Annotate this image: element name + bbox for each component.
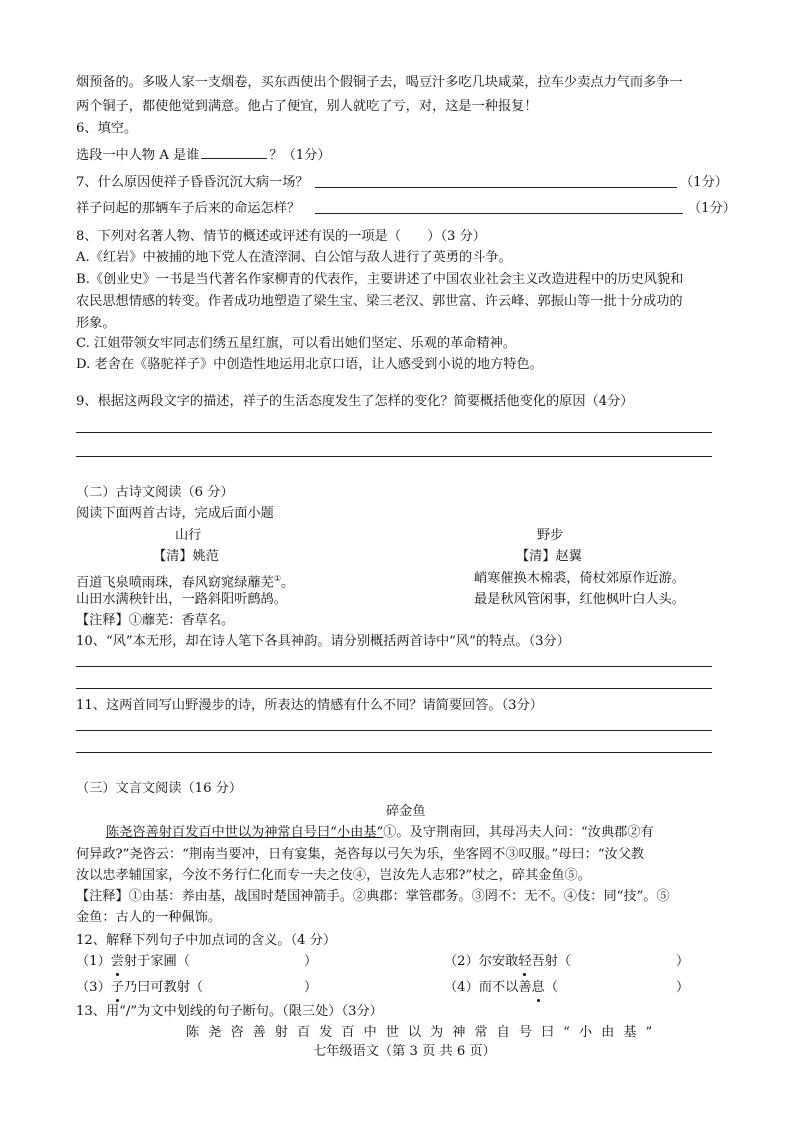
q12-item-2-close: ）	[676, 954, 690, 969]
poem1-line-2: 山田水满秧针出，一路斜阳听鹧鸪。	[76, 592, 287, 607]
q12-title: 12、解释下列句子中加点词的含义。（4 分）	[76, 933, 337, 948]
q9-title: 9、根据这两段文字的描述，祥子的生活态度发生了怎样的变化？简要概括他变化的原因（4分）	[76, 394, 634, 409]
q13-sentence: 陈尧咨善射百发百中世以为神常自号曰“小由基”	[186, 1025, 662, 1040]
q12-item-1	[76, 953, 190, 971]
q7-answer-line-1[interactable]	[315, 187, 677, 188]
poem1-title: 山行	[175, 528, 202, 543]
section3-heading: （三）文言文阅读（16 分）	[76, 781, 243, 796]
poem1-author: 【清】姚范	[153, 549, 219, 564]
q7-answer-line-2[interactable]	[315, 213, 683, 214]
section3-note-line-1: 【注释】①由基：养由基，战国时楚国神箭手。②典郡：掌管郡务。③罔不：无不。④伎：同“技”。⑤	[76, 889, 670, 904]
q9-answer-line-1[interactable]	[76, 432, 712, 433]
q6-answer-blank[interactable]	[201, 146, 267, 159]
section3-para-line-2: 何异政?”尧咨云：“荆南当要冲，日有宴集，尧咨每以弓矢为乐，坐客罔不③叹服。”母曰：“汝父教	[76, 847, 645, 862]
q12-item-2-dotted-word: 轻	[518, 954, 532, 969]
q8-option-b-line-3: 形象。	[76, 316, 116, 331]
q7-question-1: 7、什么原因使祥子昏昏沉沉大病一场？	[76, 175, 309, 190]
q10-title: 10、“风”本无形，却在诗人笔下各具神韵。请分别概括两首诗中“风”的特点。（3分）	[76, 634, 570, 649]
section3-para-line-1-rest: ①。及守荆南回，其母冯夫人问：“汝典郡②有	[383, 825, 654, 840]
q12-item-4-close: ）	[676, 980, 690, 995]
q7-score-2: （1分）	[688, 201, 736, 216]
q8-option-a: A.《红岩》中被捕的地下党人在渣滓洞、白公馆与敌人进行了英勇的斗争。	[76, 250, 512, 265]
poem2-line-2: 最是秋风管闲事，红他枫叶白人头。	[474, 592, 685, 607]
q6-title: 6、填空。	[76, 121, 138, 136]
q11-title: 11、这两首同写山野漫步的诗，所表达的情感有什么不同？请简要回答。（3分）	[76, 698, 543, 713]
q8-title: 8、下列对名著人物、情节的概述或评述有误的一项是（ ）（3 分）	[76, 229, 486, 244]
poem2-title: 野步	[537, 528, 564, 543]
section2-instruction: 阅读下面两首古诗，完成后面小题	[76, 506, 274, 521]
q12-item-1-text: 射于家圃（	[123, 954, 190, 969]
passage-line-1: 烟预备的。多吸人家一支烟卷，买东西使出个假铜子去，喝豆汁多吃几块咸菜，拉车少卖点力气而多争一	[76, 75, 683, 90]
section3-para-line-1	[106, 824, 654, 842]
q12-item-3-text: 乃曰可教射（	[123, 980, 204, 995]
section2-heading: （二）古诗文阅读（6 分）	[76, 485, 234, 500]
q8-option-c: C. 江姐带领女牢同志们绣五星红旗，可以看出她们坚定、乐观的革命精神。	[76, 336, 517, 351]
q12-item-1-close: ）	[304, 954, 318, 969]
q10-answer-line-2[interactable]	[76, 688, 712, 689]
q12-item-3	[76, 979, 203, 997]
q12-item-3-close: ）	[304, 980, 318, 995]
q11-answer-line-2[interactable]	[76, 752, 712, 753]
page-footer: 七年级语文（第 3 页 共 6 页）	[313, 1044, 496, 1059]
section3-note-line-2: 金鱼：古人的一种佩饰。	[76, 910, 222, 925]
q12-item-4	[444, 979, 558, 997]
poem1-line-1-end: 。	[280, 575, 295, 591]
q7-score-1: （1分）	[680, 175, 728, 190]
q12-item-3-prefix: （3）	[76, 980, 111, 995]
q12-item-2	[444, 953, 571, 971]
q6-prompt	[76, 146, 331, 165]
section3-title: 碎金鱼	[386, 804, 426, 819]
passage-line-2: 两个铜子，都使他觉到满意。他占了便宜，别人就吃了亏，对，这是一种报复！	[76, 99, 538, 114]
q12-item-1-dotted-word: 尝	[110, 954, 124, 969]
q7-question-2: 祥子问起的那辆车子后来的命运怎样？	[76, 201, 301, 216]
q12-item-1-prefix: （1）	[76, 954, 111, 969]
q12-item-2-text: 吾射（	[531, 954, 572, 969]
poem2-line-1: 峭寒催换木棉裘，倚杖郊原作近游。	[474, 571, 685, 586]
q8-option-b-line-2: 农民思想情感的转变。作者成功地塑造了梁生宝、梁三老汉、郭世富、许云峰、郭振山等一批十分成功的	[76, 294, 683, 309]
q6-prompt-text: 选段一中人物 A 是谁	[76, 148, 200, 163]
underlined-sentence: 陈尧咨善射百发百中世以为神常自号曰“小由基”	[106, 825, 384, 840]
q12-item-4-dotted-word: 息	[531, 980, 545, 995]
q12-item-4-prefix: （4）而不以善	[444, 980, 532, 995]
q12-item-2-prefix: （2）尔安敢	[444, 954, 519, 969]
q8-option-d: D. 老舍在《骆驼祥子》中创造性地运用北京口语，让人感受到小说的地方特色。	[76, 357, 543, 372]
section2-note: 【注释】①蘼芜：香草名。	[76, 613, 235, 628]
poem1-line-1-text: 百道飞泉喷雨珠，春风窈窕绿蘼芜	[76, 575, 274, 591]
poem2-author: 【清】赵翼	[516, 549, 582, 564]
q12-item-4-text: （	[544, 980, 558, 995]
q8-option-b-line-1: B.《创业史》一书是当代著名作家柳青的代表作，主要讲述了中国农业社会主义改造进程中的历史风貌和	[76, 272, 684, 287]
q10-answer-line-1[interactable]	[76, 666, 712, 667]
poem1-line-1	[76, 570, 294, 592]
q6-score: ？（1分）	[269, 148, 331, 163]
q13-title: 13、用“/”为文中划线的句子断句。（限三处）（3分）	[76, 1004, 383, 1019]
q7-line-1	[76, 174, 309, 192]
q12-item-3-dotted-word: 子	[110, 980, 124, 995]
q7-line-2	[76, 200, 300, 218]
q11-answer-line-1[interactable]	[76, 730, 712, 731]
q9-answer-line-2[interactable]	[76, 456, 712, 457]
section3-para-line-3: 汝以忠孝辅国家，今汝不务行仁化而专一夫之伎④，岂汝先人志邪?”杖之，碎其金鱼⑤。	[76, 868, 591, 883]
poem1-footnote-mark: ①	[273, 574, 281, 583]
